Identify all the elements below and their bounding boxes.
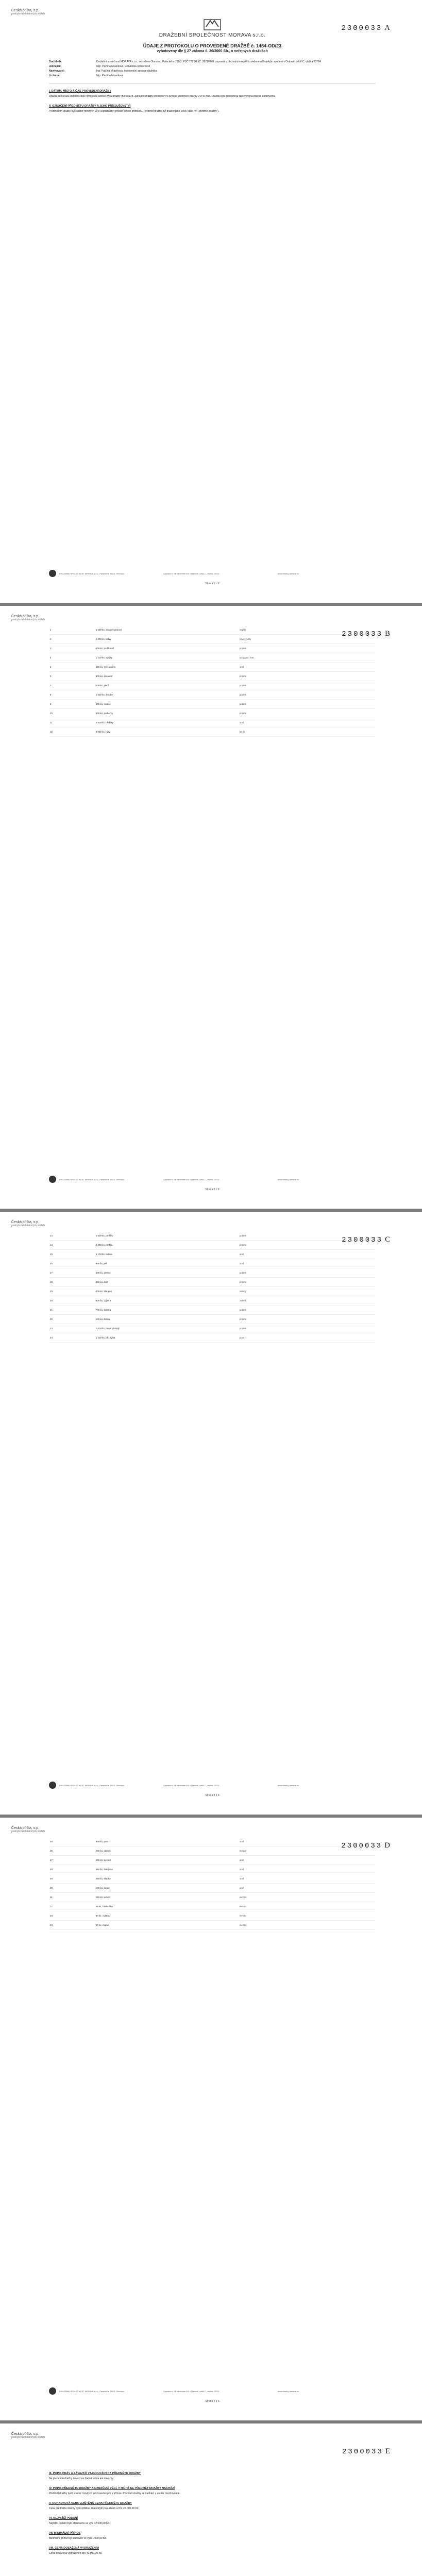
row-note: ocel — [239, 1259, 376, 1268]
document-page-5 — [0, 2424, 422, 2576]
footer-right: www.drazby-morava.cz — [277, 1178, 299, 1181]
page-footer — [49, 1176, 376, 1191]
footer-left: DRAŽEBNÍ SPOLEČNOST MORAVA s.r.o., Palackého 766/3, Olomouc — [59, 572, 125, 575]
document-subtitle: vyhotovený dle § 27 zákona č. 26/2000 Sb., o veřejných dražbách — [157, 49, 268, 53]
row-item: 60 ks, maják — [95, 1921, 239, 1930]
barcode-digits: 2300033 — [342, 630, 383, 638]
section-text: Předmětem dražby byl soubor movitých věcí sepsaných v příloze tohoto protokolu. Předmět dražby byl dražen jako celek (dále jen „předmět dražby“). — [49, 110, 220, 113]
row-note: hliník — [239, 727, 376, 737]
row-note: ocel — [239, 663, 376, 672]
table-row — [49, 681, 376, 690]
table-row — [49, 653, 376, 663]
row-item: 200 ks, matice — [95, 700, 239, 709]
table-row — [49, 1865, 376, 1874]
row-number: 31 — [49, 1893, 95, 1902]
table-row — [49, 1856, 376, 1865]
row-item: 100 ks, brána — [95, 1315, 239, 1324]
row-note: pozink — [239, 1315, 376, 1324]
document-page-3 — [0, 1212, 422, 1815]
row-number: 21 — [49, 1306, 95, 1315]
row-number: 2 — [49, 635, 95, 644]
footer-logo-icon — [49, 2387, 56, 2395]
stamp-line1: Česká pošta, s.p. — [11, 2432, 40, 2436]
barcode-digits: 2300033 — [341, 24, 383, 32]
section-heading: III. POPIS PRÁV A ZÁVAZKŮ VÁZNOUCÍCH NA PŘEDMĚTU DRAŽBY — [49, 2472, 141, 2475]
page-suffix: D — [384, 1841, 390, 1850]
row-note: kovové díly — [239, 635, 376, 644]
row-note: pozink — [239, 1241, 376, 1250]
row-number: 24 — [49, 1333, 95, 1343]
row-note: spojovací mat. — [239, 653, 376, 663]
footer-left: DRAŽEBNÍ SPOLEČNOST MORAVA s.r.o., Palackého 766/3, Olomouc — [59, 2389, 125, 2393]
row-note: elektro — [239, 1921, 376, 1930]
row-note: zelený — [239, 1287, 376, 1296]
row-note: ocel — [239, 1856, 376, 1865]
row-item: 1 500 ks, profil U — [95, 1231, 239, 1241]
row-item: 300 ks, kování — [95, 1856, 239, 1865]
footer-left: DRAŽEBNÍ SPOLEČNOST MORAVA s.r.o., Palackého 766/3, Olomouc — [59, 1784, 125, 1787]
stamp-line2: poskytovatel datových služeb — [11, 618, 45, 621]
table-row — [49, 1241, 376, 1250]
stamp-line2: poskytovatel datových služeb — [11, 1224, 45, 1227]
row-number: 4 — [49, 653, 95, 663]
page-number: Strana 1 z 6 — [205, 582, 220, 585]
page-suffix: C — [384, 1235, 390, 1244]
row-number: 10 — [49, 709, 95, 718]
row-item: 900 ks, pant — [95, 1837, 239, 1846]
table-row — [49, 1268, 376, 1278]
row-note: elektro — [239, 1902, 376, 1911]
row-number: 28 — [49, 1865, 95, 1874]
stamp-line1: Česká pošta, s.p. — [11, 615, 40, 618]
page-number: Strana 3 z 6 — [205, 1794, 220, 1797]
table-row — [49, 1902, 376, 1911]
section-heading: VIII. CENA DOSAŽENÁ VYDRAŽENÍM — [49, 2547, 99, 2550]
table-row — [49, 1893, 376, 1902]
row-note: ocel — [239, 1250, 376, 1259]
table-row — [49, 1921, 376, 1930]
row-note: pozink — [239, 644, 376, 653]
section-heading: IV. POPIS PŘEDMĚTU DRAŽBY A OZNAČENÍ VĚCÍ, V NICHŽ SE PŘEDMĚT DRAŽBY NACHÁZÍ — [49, 2487, 175, 2490]
row-note: pozink — [239, 1306, 376, 1315]
row-note: mosaz — [239, 1846, 376, 1856]
barcode-number — [342, 1235, 390, 1244]
document-title: ÚDAJE Z PROTOKOLU O PROVEDENÉ DRAŽBĚ č. 1464-OD/23 — [143, 43, 282, 48]
row-number: 20 — [49, 1296, 95, 1306]
row-note: ocel — [239, 718, 376, 727]
row-number: 25 — [49, 1837, 95, 1846]
table-row — [49, 700, 376, 709]
row-note: pozink — [239, 1324, 376, 1333]
row-number: 33 — [49, 1911, 95, 1921]
section-text: Na předmětu dražby neváznou žádná práva ani závazky. — [49, 2477, 114, 2480]
row-item: 100 ks, plech — [95, 681, 239, 690]
section-heading: I. DATUM, MÍSTO A ČAS PROVEDENÍ DRAŽBY — [49, 90, 112, 93]
row-number: 8 — [49, 690, 95, 700]
footer-logo-icon — [49, 1782, 56, 1789]
row-note: pozink — [239, 1268, 376, 1278]
table-row — [49, 727, 376, 737]
row-number: 12 — [49, 727, 95, 737]
table-row — [49, 663, 376, 672]
footer-right: www.drazby-morava.cz — [277, 572, 299, 575]
stamp-line2: poskytovatel datových služeb — [11, 12, 45, 15]
court-stamp — [11, 615, 45, 621]
barcode-number — [341, 24, 390, 32]
row-note: plast — [239, 1333, 376, 1343]
table-row — [49, 1296, 376, 1306]
items-table — [49, 1837, 376, 1930]
kv-key: Licitátor: — [49, 74, 60, 77]
footer-logo-icon — [49, 570, 56, 577]
section-text: Předmět dražby tvoří soubor movitých věcí uvedených v příloze. Předmět dražby se nachází v areálu navrhovatele. — [49, 2492, 180, 2495]
table-row — [49, 1333, 376, 1343]
items-table — [49, 1231, 376, 1343]
page-footer — [49, 1782, 376, 1797]
stamp-line1: Česká pošta, s.p. — [11, 9, 40, 12]
row-item: 95 ks, fotobuňka — [95, 1902, 239, 1911]
court-stamp — [11, 9, 45, 15]
court-stamp — [11, 2433, 45, 2439]
row-item: 3 500 ks, hřebíky — [95, 718, 239, 727]
row-number: 29 — [49, 1874, 95, 1884]
row-number: 15 — [49, 1250, 95, 1259]
row-number: 27 — [49, 1856, 95, 1865]
stamp-line2: poskytovatel datových služeb — [11, 1830, 45, 1833]
page-footer — [49, 2387, 376, 2403]
section-text: Cena dosažená vydražením činí 42.000,00 Kč. — [49, 2552, 103, 2555]
table-row — [49, 1874, 376, 1884]
document-page-2 — [0, 606, 422, 1209]
row-item: 1 000 ks, panel plotový — [95, 1324, 239, 1333]
table-row — [49, 635, 376, 644]
row-number: 19 — [49, 1287, 95, 1296]
page-suffix: E — [385, 2447, 390, 2455]
table-row — [49, 1324, 376, 1333]
row-number: 5 — [49, 663, 95, 672]
kv-key: Navrhovatel: — [49, 70, 65, 73]
table-row — [49, 718, 376, 727]
row-number: 23 — [49, 1324, 95, 1333]
row-note: pozink — [239, 700, 376, 709]
footer-mid: Zapsána v OR vedeném KS v Ostravě, oddíl C, vložka 23724 — [163, 2389, 220, 2393]
barcode-number — [341, 1841, 390, 1850]
footer-right: www.drazby-morava.cz — [277, 1784, 299, 1787]
section-text: Dražba se konala elektronickou formou na adrese www.drazby-morava.cz. Zahájení dražby proběhlo v 9:30 hod. Ukončení dražby v 9:40 hod. Dražba byla provedena jako veřejná dražba dobrovolná. — [49, 95, 276, 98]
kv-key: Jednající: — [49, 65, 61, 68]
document-page-4 — [0, 1818, 422, 2420]
row-number: 6 — [49, 672, 95, 681]
logo-icon — [202, 16, 223, 31]
company-name: DRAŽEBNÍ SPOLEČNOST MORAVA s.r.o. — [159, 32, 266, 38]
row-item: 1 200 ks, příchytka — [95, 1333, 239, 1343]
section-text: Nejnižší podání bylo stanoveno ve výši 42.000,00 Kč. — [49, 2522, 110, 2525]
row-item: 700 ks, branka — [95, 1306, 239, 1315]
page-footer — [49, 570, 376, 585]
row-item: 2 200 ks, profil L — [95, 1241, 239, 1250]
table-row — [49, 709, 376, 718]
row-item: 250 ks, kladka — [95, 1874, 239, 1884]
row-note: ocel — [239, 1884, 376, 1893]
row-number: 13 — [49, 1231, 95, 1241]
row-note: elektro — [239, 1911, 376, 1921]
company-logo — [49, 16, 376, 38]
row-item: 200 ks, sloupek — [95, 1287, 239, 1296]
section-text: Minimální příhoz byl stanoven ve výši 1.000,00 Kč. — [49, 2537, 107, 2540]
row-number: 3 — [49, 644, 95, 653]
kv-value: Mgr. Pavlína Mrasíková, jednatelka společnosti — [96, 65, 150, 68]
row-note: pozink — [239, 681, 376, 690]
table-row — [49, 1846, 376, 1856]
kv-value: Mgr. Pavlína Mrasíková — [96, 74, 124, 77]
table-row — [49, 644, 376, 653]
page-number: Strana 2 z 6 — [205, 1188, 220, 1191]
row-item: 350 ks, drát — [95, 1278, 239, 1287]
court-stamp — [11, 1827, 45, 1833]
row-note: pozink — [239, 690, 376, 700]
row-number: 1 — [49, 625, 95, 635]
table-row — [49, 1231, 376, 1241]
row-item: 180 ks, doraz — [95, 1884, 239, 1893]
table-row — [49, 1884, 376, 1893]
row-item: 420 ks, tyč kulatina — [95, 663, 239, 672]
table-row — [49, 1287, 376, 1296]
row-item: 1 200 ks, sloupek plotový — [95, 625, 239, 635]
row-note: ocel — [239, 1874, 376, 1884]
row-number: 22 — [49, 1315, 95, 1324]
table-row — [49, 1259, 376, 1268]
table-row — [49, 690, 376, 700]
row-note: elektro — [239, 1893, 376, 1902]
row-item: 300 ks, podložky — [95, 709, 239, 718]
row-number: 18 — [49, 1278, 95, 1287]
row-number: 32 — [49, 1902, 95, 1911]
row-item: 1 200 ks, kotvy — [95, 635, 239, 644]
row-note: ocel — [239, 1865, 376, 1874]
row-note: pozink — [239, 709, 376, 718]
row-item: 450 ks, zámek — [95, 1846, 239, 1856]
table-row — [49, 1837, 376, 1846]
footer-mid: Zapsána v OR vedeném KS v Ostravě, oddíl C, vložka 23724 — [163, 1178, 220, 1181]
row-note: pozink — [239, 1278, 376, 1287]
section-heading: VII. MINIMÁLNÍ PŘÍHOZ — [49, 2532, 81, 2535]
document-page-1 — [0, 0, 422, 603]
items-table — [49, 625, 376, 737]
table-row — [49, 1911, 376, 1921]
kv-value: Ing. Pavlína Mrasíková, insolvenční správce dlužníka — [96, 70, 157, 73]
footer-right: www.drazby-morava.cz — [277, 2389, 299, 2393]
row-item: 80 ks, ovladač — [95, 1911, 239, 1921]
row-item: 800 ks, jekl — [95, 1259, 239, 1268]
row-note: pozink — [239, 672, 376, 681]
row-number: 7 — [49, 681, 95, 690]
row-number: 17 — [49, 1268, 95, 1278]
row-number: 14 — [49, 1241, 95, 1250]
footer-logo-icon — [49, 1176, 56, 1183]
row-number: 9 — [49, 700, 95, 709]
stamp-line1: Česká pošta, s.p. — [11, 1826, 40, 1830]
barcode-digits: 2300033 — [341, 1842, 383, 1850]
court-stamp — [11, 1221, 45, 1227]
row-item: 120 ks, pohon — [95, 1893, 239, 1902]
barcode-digits: 2300033 — [342, 1236, 383, 1244]
row-number: 34 — [49, 1921, 95, 1930]
section-heading: II. OZNAČENÍ PŘEDMĚTU DRAŽBY A JEHO PŘÍSLUŠENSTVÍ — [49, 105, 131, 108]
row-item: 1 200 ks, spojky — [95, 653, 239, 663]
footer-mid: Zapsána v OR vedeném KS v Ostravě, oddíl C, vložka 23724 — [163, 572, 220, 575]
barcode-number — [342, 630, 390, 638]
table-row — [49, 1250, 376, 1259]
stamp-line2: poskytovatel datových služeb — [11, 2436, 45, 2439]
section-text: Cena předmětu dražby byla zjištěna znaleckým posudkem a činí 45.000,00 Kč. — [49, 2507, 139, 2510]
barcode-digits: 2300033 — [342, 2448, 383, 2456]
row-item: 400 ks, pletivo — [95, 1268, 239, 1278]
row-item: 550 ks, kolejnice — [95, 1865, 239, 1874]
row-item: 900 ks, pás ocel — [95, 672, 239, 681]
row-item: 600 ks, vzpěra — [95, 1296, 239, 1306]
barcode-number — [342, 2447, 390, 2456]
page-suffix: A — [384, 24, 390, 32]
table-row — [49, 1315, 376, 1324]
footer-mid: Zapsána v OR vedeném KS v Ostravě, oddíl C, vložka 23724 — [163, 1784, 220, 1787]
row-number: 16 — [49, 1259, 95, 1268]
row-number: 30 — [49, 1884, 95, 1893]
section-heading: V. ODHADNUTÁ NEBO ZJIŠTĚNÁ CENA PŘEDMĚTU DRAŽBY — [49, 2502, 132, 2505]
row-note: zelená — [239, 1296, 376, 1306]
row-note: pozink — [239, 1231, 376, 1241]
page-suffix: B — [384, 630, 390, 638]
row-item: 1 000 ks, šrouby — [95, 690, 239, 700]
table-row — [49, 672, 376, 681]
party-details — [49, 60, 376, 78]
row-item: 500 ks, profil ocel — [95, 644, 239, 653]
kv-key: Dražebník: — [49, 60, 62, 63]
row-note: regály — [239, 625, 376, 635]
page-number: Strana 4 z 6 — [205, 2400, 220, 2403]
section-heading: VI. NEJNIŽŠÍ PODÁNÍ — [49, 2517, 78, 2520]
table-row — [49, 625, 376, 635]
stamp-line1: Česká pošta, s.p. — [11, 1221, 40, 1224]
row-item: 6 000 ks, nýty — [95, 727, 239, 737]
row-number: 11 — [49, 718, 95, 727]
row-item: 1 100 ks, trubka — [95, 1250, 239, 1259]
row-note: ocel — [239, 1837, 376, 1846]
footer-left: DRAŽEBNÍ SPOLEČNOST MORAVA s.r.o., Palackého 766/3, Olomouc — [59, 1178, 125, 1181]
table-row — [49, 1306, 376, 1315]
row-number: 26 — [49, 1846, 95, 1856]
kv-value: Dražební společnost MORAVA s.r.o., se sídlem Olomouc, Palackého 766/3, PSČ 779 00, IČ: 26219328, zapsaná v obchodním rejstříku vedeném Krajským soudem v Ostravě, oddíl C, vložka 23724 — [96, 60, 321, 63]
table-row — [49, 1278, 376, 1287]
